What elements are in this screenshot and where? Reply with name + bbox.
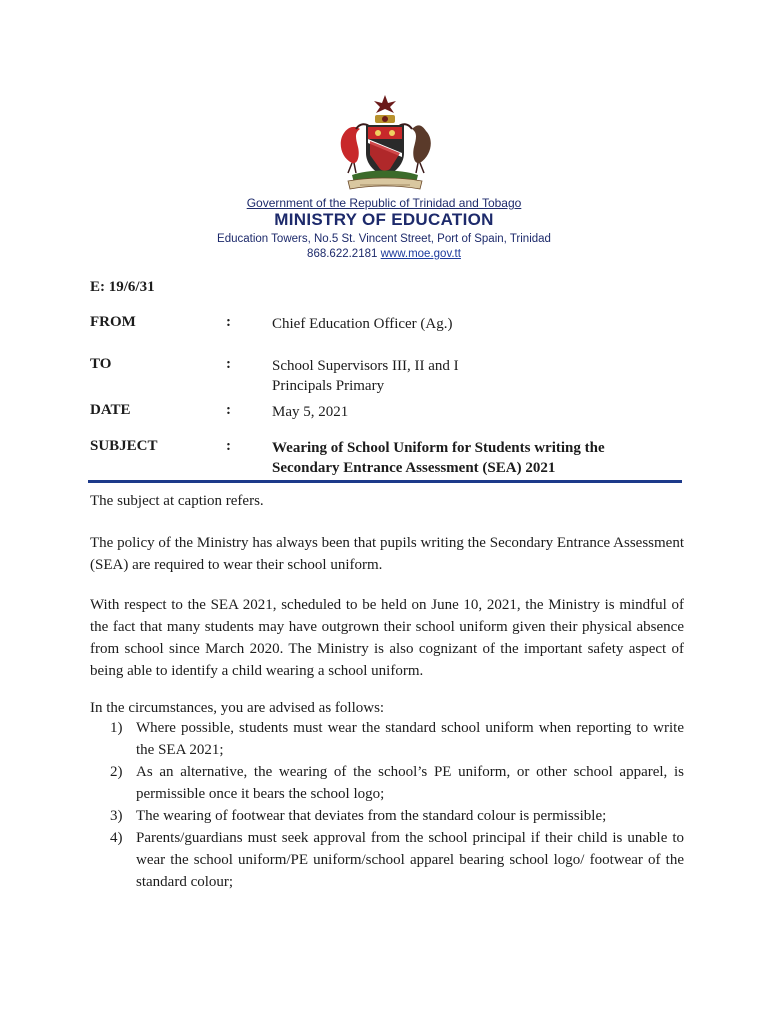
paragraph-context: With respect to the SEA 2021, scheduled to be held on June 10, 2021, the Ministry is mindful of the fact that many students may have outgrown their school uniform given their physical absence from school since March 2020. The Ministry is also cognizant of the important safety aspect of being able to identify a child wearing a school uniform. <box>90 597 684 679</box>
list-item-text: Parents/guardians must seek approval from the school principal if their child is unable to wear the school uniform/PE uniform/school apparel bearing school logo/ footwear of the standard colour; <box>136 830 684 890</box>
list-item-number: 2) <box>110 764 123 780</box>
memo-reference: E: 19/6/31 <box>90 279 155 295</box>
subject-label: SUBJECT <box>90 438 158 454</box>
ministry-phone: 868.622.2181 <box>307 248 378 260</box>
ministry-address: Education Towers, No.5 St. Vincent Street, Port of Spain, Trinidad <box>217 233 551 245</box>
to-value-line: Principals Primary <box>272 378 385 394</box>
subject-value-line: Wearing of School Uniform for Students writing the <box>272 440 605 456</box>
list-item <box>90 805 684 827</box>
list-item-number: 1) <box>110 720 123 736</box>
list-item-number: 4) <box>110 830 123 846</box>
paragraph-advice-intro: In the circumstances, you are advised as follows: <box>90 700 385 716</box>
list-item <box>90 717 684 761</box>
coat-of-arms-icon <box>330 93 440 193</box>
ministry-title: MINISTRY OF EDUCATION <box>274 210 494 229</box>
list-item-text: As an alternative, the wearing of the school’s PE uniform, or other school apparel, is permissible once it bears the school logo; <box>136 764 684 802</box>
from-colon: : <box>226 314 231 330</box>
advice-list <box>90 717 684 893</box>
date-value: May 5, 2021 <box>272 404 349 420</box>
subject-value <box>272 438 702 478</box>
date-colon: : <box>226 402 231 418</box>
to-colon: : <box>226 356 231 372</box>
from-label: FROM <box>90 314 136 330</box>
list-item-text: Where possible, students must wear the standard school uniform when reporting to write the SEA 2021; <box>136 720 684 758</box>
ministry-contact <box>0 248 768 260</box>
ministry-website-link[interactable]: www.moe.gov.tt <box>380 248 461 260</box>
list-item-number: 3) <box>110 808 123 824</box>
list-item <box>90 761 684 805</box>
subject-colon: : <box>226 438 231 454</box>
to-value-line: School Supervisors III, II and I <box>272 358 459 374</box>
government-heading: Government of the Republic of Trinidad and Tobago <box>246 196 522 210</box>
paragraph-caption: The subject at caption refers. <box>90 493 264 509</box>
to-label: TO <box>90 356 112 372</box>
to-value <box>272 356 702 396</box>
list-item-text: The wearing of footwear that deviates from the standard colour is permissible; <box>136 808 607 824</box>
header-divider <box>88 480 682 483</box>
date-label: DATE <box>90 402 131 418</box>
paragraph-policy: The policy of the Ministry has always been that pupils writing the Secondary Entrance Assessment (SEA) are required to wear their school uniform. <box>90 535 684 573</box>
list-item <box>90 827 684 893</box>
from-value: Chief Education Officer (Ag.) <box>272 316 453 332</box>
subject-value-line: Secondary Entrance Assessment (SEA) 2021 <box>272 460 556 476</box>
